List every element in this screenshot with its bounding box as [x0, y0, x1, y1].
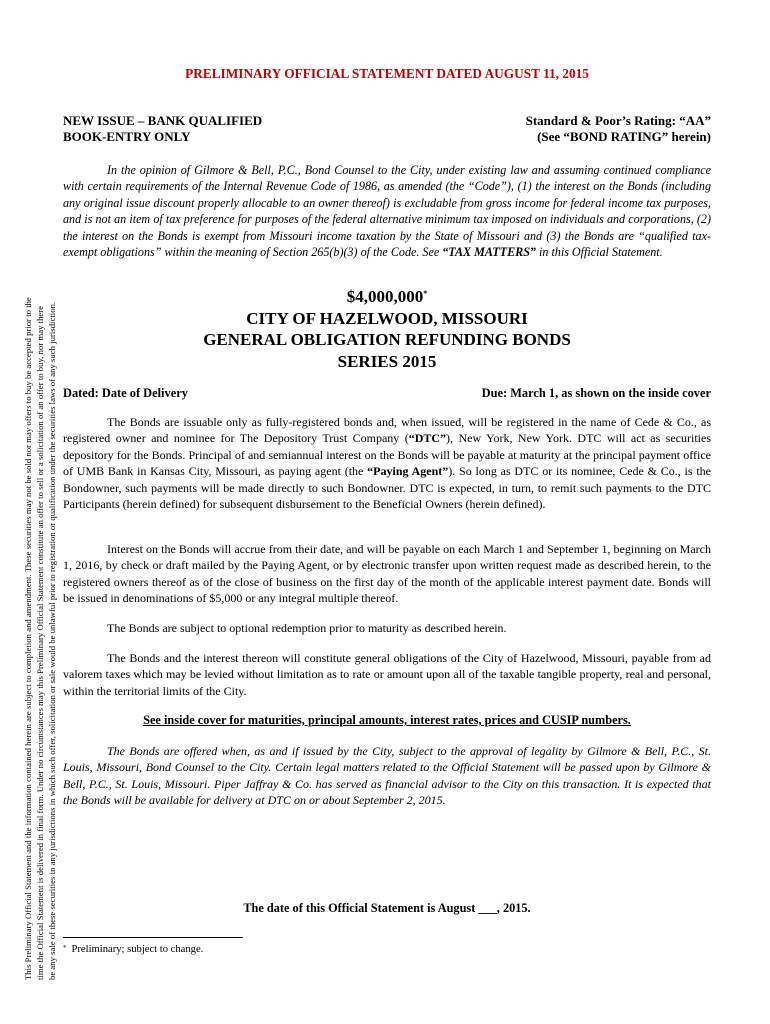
tax-matters-reference: “TAX MATTERS”: [442, 245, 536, 260]
footnote-text: Preliminary; subject to change.: [71, 944, 204, 955]
dtc-term: “DTC”: [408, 431, 447, 446]
opinion-text: In the opinion of Gilmore & Bell, P.C., Bond Counsel to the City, under existing law and assuming continued compliance with certain requirements of the Internal Revenue Code of 1986, as amended (the “Code”), (1) the interest on the Bonds (including any original issue discount properly allocable to an owner thereof) is excludable from gross income for federal income tax purposes, and is not an item of tax preference for purposes of the federal alternative minimum tax imposed on individuals and corporations, (2) the interest on the Bonds is exempt from Missouri income taxation by the State of Missouri and (3) the Bonds are “qualified tax-exempt obligations” within the meaning of Section 265(b)(3) of the Code. See: [63, 163, 711, 260]
offering-paragraph: The Bonds are offered when, as and if issued by the City, subject to the approval of legality by Gilmore & Bell, P.C., St. Louis, Missouri, Bond Counsel to the City. Certain legal matters related to the Official Statement will be passed upon by Gilmore & Bell, P.C., St. Louis, Missouri. Piper Jaffray & Co. has served as financial advisor to the City on this transaction. It is expected that the Bonds will be available for delivery at DTC on or about September 2, 2015.: [63, 744, 711, 808]
registration-paragraph: [63, 414, 711, 512]
bond-series: SERIES 2015: [337, 351, 437, 371]
principal-amount-line: [63, 286, 711, 308]
issuer-name: CITY OF HAZELWOOD, MISSOURI: [246, 308, 528, 328]
issue-type-block: [63, 113, 262, 145]
legend-line-2: time the Official Statement is delivered in final form. Under no circumstances may this Preliminary Official Statement constitute an offer to sell or a solicitation of an offer to buy, nor may there: [35, 305, 45, 980]
dates-row: [63, 386, 711, 401]
bond-name: GENERAL OBLIGATION REFUNDING BONDS: [203, 330, 571, 349]
maturities-note: See inside cover for maturities, principal amounts, interest rates, prices and CUSIP numbers.: [143, 713, 631, 727]
legend-line-3: be any sale of these securities in any jurisdictions in which such offer, solicitation or sale would be unlawful prior to registration or qualification under the securities laws of any such jurisdiction.: [47, 301, 57, 980]
due-date: Due: March 1, as shown on the inside cover: [481, 386, 711, 400]
tax-opinion-paragraph: [63, 162, 711, 260]
footnote: [63, 944, 203, 955]
interest-paragraph: Interest on the Bonds will accrue from their date, and will be payable on each March 1 and September 1, beginning on March 1, 2016, by check or draft mailed by the Paying Agent, or by electronic transfer upon written request made as described herein, to the registered owners thereof as of the close of business on the first day of the month of the applicable interest payment date. Bonds will be issued in denominations of $5,000 or any integral multiple thereof.: [63, 542, 711, 606]
preliminary-heading: PRELIMINARY OFFICIAL STATEMENT DATED AUGUST 11, 2015: [185, 66, 589, 81]
opinion-text-end: in this Official Statement.: [535, 245, 663, 260]
paragraph-text: The Bonds are issuable only as fully-registered bonds and, when issued, will be registered in the name of Cede & Co., as registered owner and nominee for The Depository Trust Company (: [63, 415, 711, 446]
statement-date: The date of this Official Statement is August ___, 2015.: [243, 901, 531, 915]
entry-type: BOOK-ENTRY ONLY: [63, 129, 191, 144]
paying-agent-term: “Paying Agent”: [367, 464, 449, 479]
legend-line-1: This Preliminary Official Statement and the information contained herein are subject to completion and amendment. These securities may not be sold nor may offers to buy be accepted prior to the: [23, 297, 33, 980]
footnote-marker: *: [63, 944, 67, 952]
dated-date: Dated: Date of Delivery: [63, 386, 188, 400]
rating-reference: (See “BOND RATING” herein): [537, 129, 711, 144]
redemption-paragraph: The Bonds are subject to optional redemption prior to maturity as described herein.: [107, 621, 507, 635]
security-paragraph: The Bonds and the interest thereon will constitute general obligations of the City of Hazelwood, Missouri, payable from ad valorem taxes which may be levied without limitation as to rate or amount upon all of the taxable tangible property, real and personal, within the territorial limits of the City.: [63, 651, 711, 698]
footnote-divider: [63, 937, 243, 938]
paragraph-text: ), New York, New York. DTC will act as securities depository for the Bonds. Principal of and semiannual interest on the Bonds will be payable at maturity at the principal payment office of UMB Bank in Kansas City, Missouri, as paying agent (the: [63, 431, 711, 479]
rating: Standard & Poor’s Rating: “AA”: [525, 113, 711, 128]
paragraph-text: ). So long as DTC or its nominee, Cede & Co., is the Bondowner, such payments will be made directly to such Bondowner. DTC is expected, in turn, to remit such payments to the DTC Participants (herein defined) for subsequent disbursement to the Beneficial Owners (herein defined).: [63, 464, 712, 512]
principal-amount: $4,000,000: [346, 287, 424, 306]
amount-footnote-marker: *: [423, 289, 428, 298]
issue-info-row: [63, 113, 711, 145]
document-page: [63, 0, 711, 1024]
rating-block: [526, 113, 711, 145]
bond-title-block: [63, 286, 711, 372]
issue-type: NEW ISSUE – BANK QUALIFIED: [63, 113, 263, 128]
